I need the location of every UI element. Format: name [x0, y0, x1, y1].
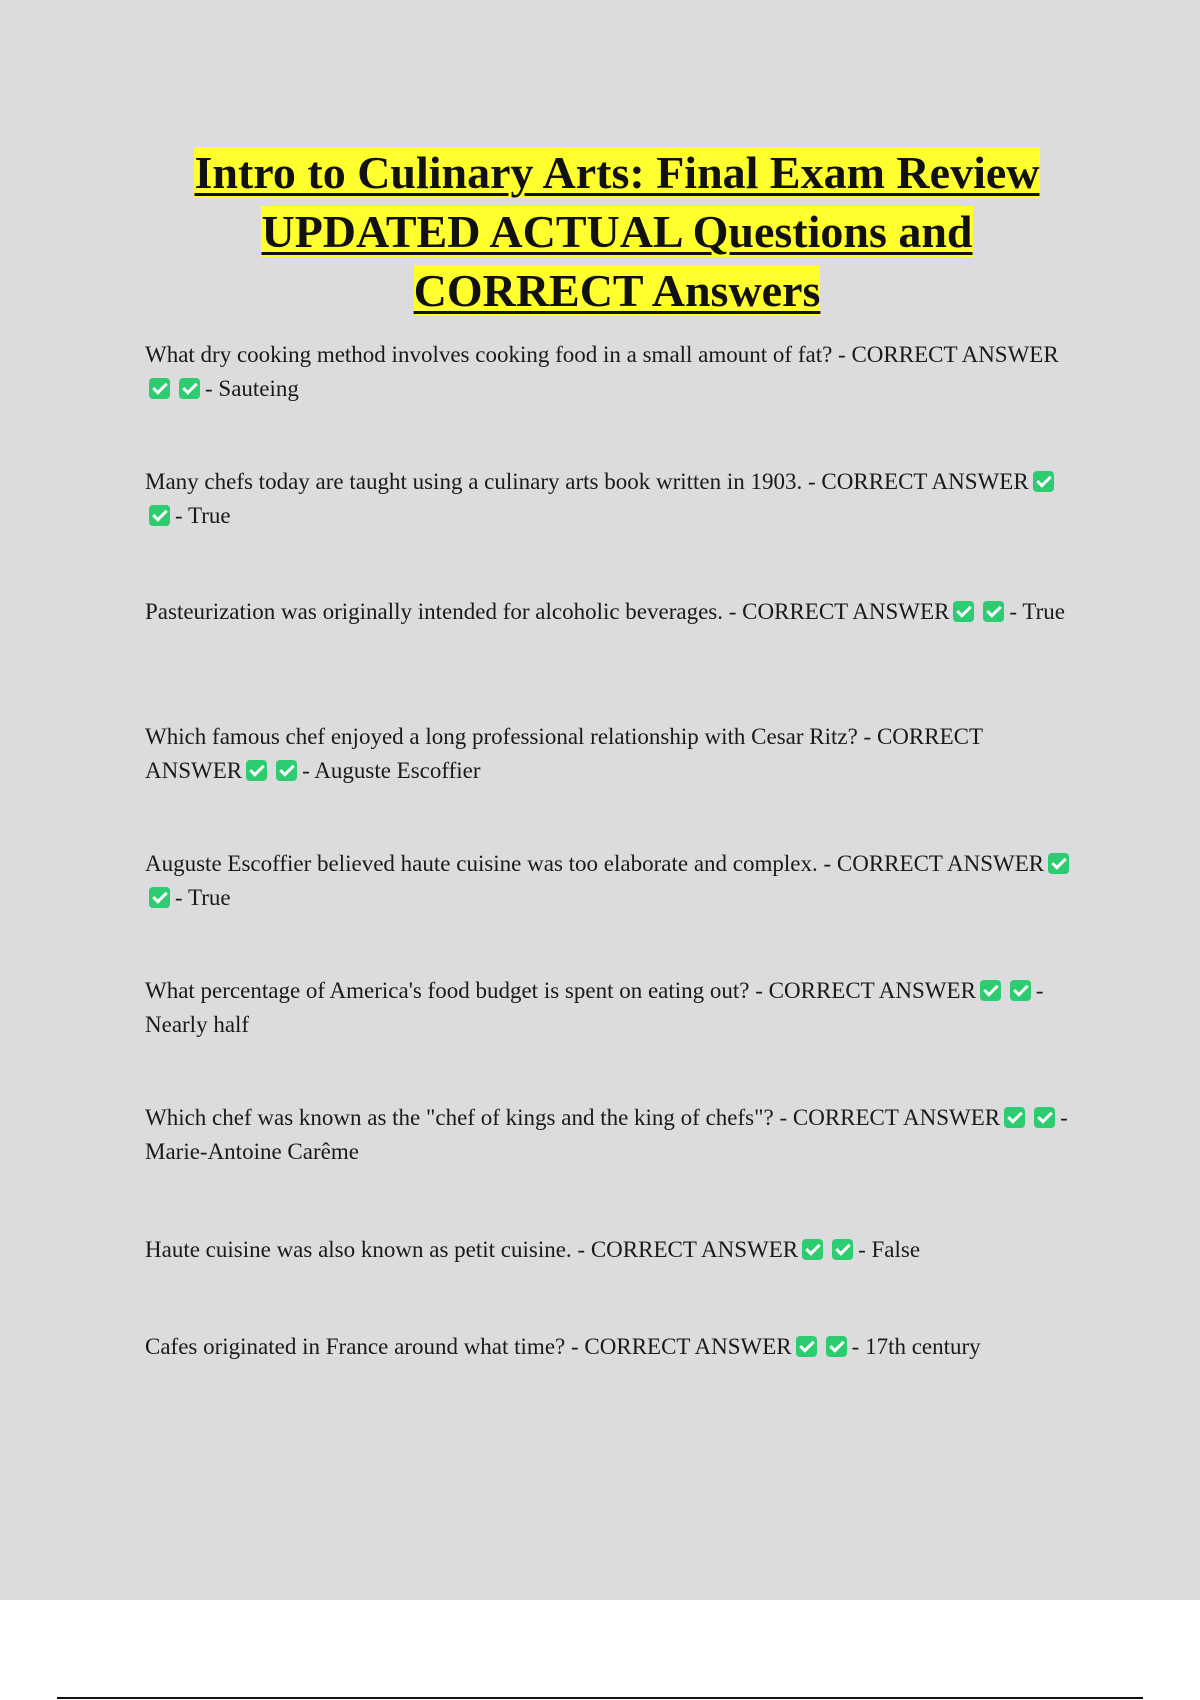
- check-mark-icon: [953, 601, 974, 622]
- qa-item: [145, 847, 1075, 915]
- check-mark-icon: [246, 760, 267, 781]
- title-line: CORRECT Answers: [413, 265, 821, 316]
- check-mark-icon: [1010, 980, 1031, 1001]
- qa-item: [145, 338, 1075, 406]
- question-text: What dry cooking method involves cooking food in a small amount of fat? - CORRECT ANSWER: [145, 342, 1059, 367]
- answer-text: - True: [175, 503, 231, 528]
- answer-text: - Nearly half: [145, 978, 1044, 1037]
- question-text: Cafes originated in France around what time? - CORRECT ANSWER: [145, 1334, 792, 1359]
- qa-item: [145, 597, 1075, 627]
- question-text: Many chefs today are taught using a culinary arts book written in 1903. - CORRECT ANSWER: [145, 469, 1029, 494]
- check-mark-icon: [980, 980, 1001, 1001]
- answer-text: - 17th century: [851, 1334, 981, 1359]
- check-mark-icon: [796, 1336, 817, 1357]
- answer-text: - True: [1009, 599, 1066, 624]
- question-text: What percentage of America's food budget is spent on eating out? - CORRECT ANSWER: [145, 978, 976, 1003]
- title-line: UPDATED ACTUAL Questions and: [261, 206, 973, 257]
- check-mark-icon: [832, 1239, 853, 1260]
- question-text: Which famous chef enjoyed a long professional relationship with Cesar Ritz? - CORRECT ANSWER: [145, 724, 983, 783]
- check-mark-icon: [149, 505, 170, 526]
- check-mark-icon: [802, 1239, 823, 1260]
- question-text: Which chef was known as the "chef of kings and the king of chefs"? - CORRECT ANSWER: [145, 1105, 1001, 1130]
- answer-text: - False: [858, 1237, 921, 1262]
- check-mark-icon: [179, 378, 200, 399]
- check-mark-icon: [1033, 471, 1054, 492]
- answer-text: - True: [175, 885, 231, 910]
- check-mark-icon: [826, 1336, 847, 1357]
- qa-item: [145, 465, 1075, 533]
- check-mark-icon: [1004, 1107, 1025, 1128]
- title-line: Intro to Culinary Arts: Final Exam Review: [194, 147, 1040, 198]
- check-mark-icon: [149, 378, 170, 399]
- question-text: Auguste Escoffier believed haute cuisine was too elaborate and complex. - CORRECT ANSWER: [145, 851, 1045, 876]
- check-mark-icon: [276, 760, 297, 781]
- check-mark-icon: [149, 887, 170, 908]
- qa-item: [145, 974, 1075, 1042]
- question-text: Pasteurization was originally intended for alcoholic beverages. - CORRECT ANSWER: [145, 599, 950, 624]
- answer-text: - Marie-Antoine Carême: [145, 1105, 1068, 1164]
- qa-item: [145, 1330, 1075, 1364]
- answer-text: - Sauteing: [205, 376, 299, 401]
- check-mark-icon: [983, 601, 1004, 622]
- check-mark-icon: [1048, 853, 1069, 874]
- qa-item: [145, 720, 1075, 788]
- question-text: Haute cuisine was also known as petit cuisine. - CORRECT ANSWER: [145, 1237, 799, 1262]
- footer-divider: [57, 1697, 1143, 1699]
- qa-item: [145, 1233, 1075, 1267]
- qa-item: [145, 1101, 1075, 1169]
- page-title: [150, 143, 1084, 320]
- check-mark-icon: [1034, 1107, 1055, 1128]
- answer-text: - Auguste Escoffier: [302, 758, 481, 783]
